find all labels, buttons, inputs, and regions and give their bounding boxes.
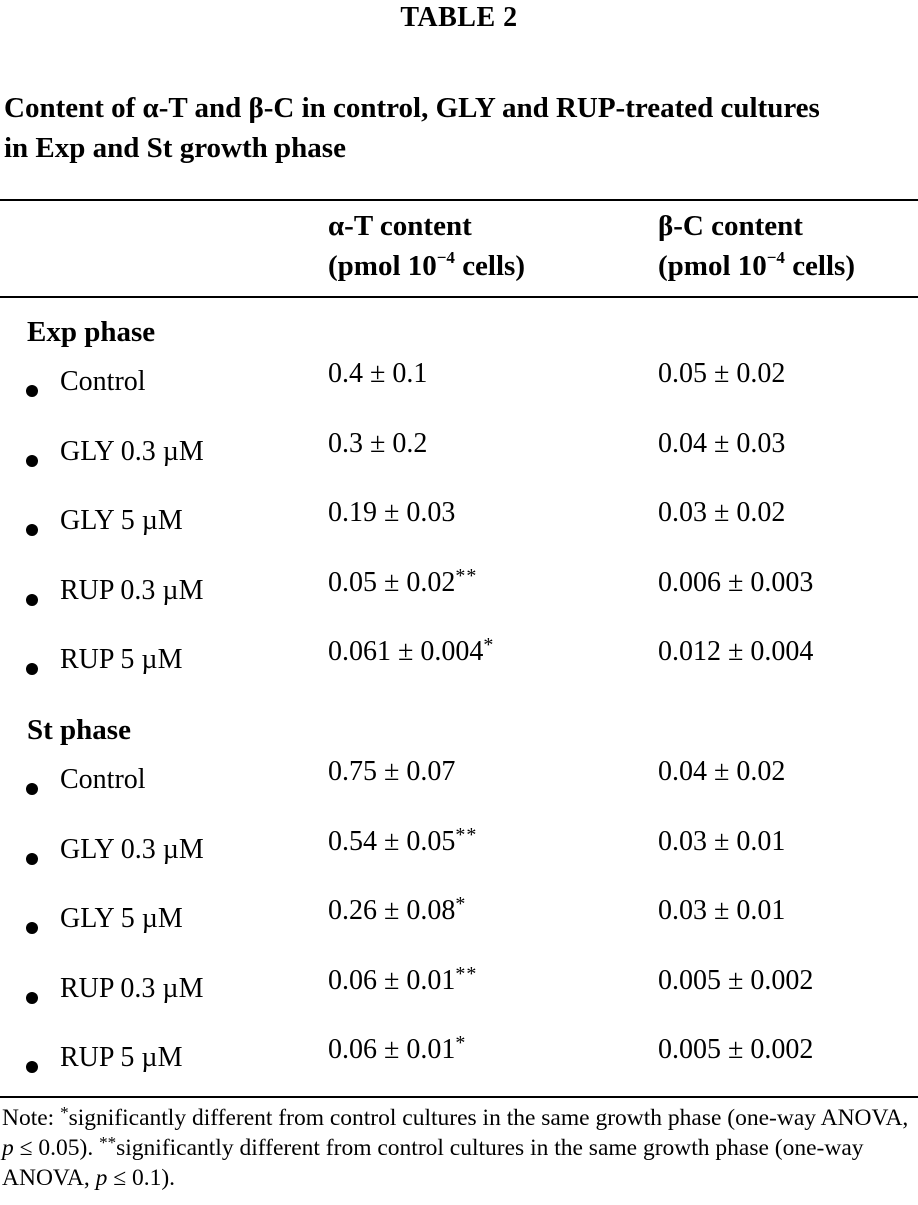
table-row — [0, 427, 918, 476]
caption-line-2: in Exp and St growth phase — [4, 132, 346, 164]
significance-marker: * — [455, 893, 467, 915]
alpha-t-value-cell — [328, 497, 455, 529]
significance-marker: ** — [455, 564, 478, 587]
beta-c-value: 0.005 ± 0.002 — [658, 964, 814, 996]
note-condition-2: ≤ 0.1). — [107, 1165, 176, 1191]
row-label: GLY 0.3 µM — [60, 833, 204, 865]
bullet-icon — [26, 853, 38, 865]
table-row — [0, 497, 918, 545]
note-double-star: ** — [99, 1133, 117, 1152]
beta-c-value: 0.005 ± 0.002 — [658, 1034, 814, 1065]
table-row — [0, 962, 918, 1013]
section-header: Exp phase — [27, 316, 156, 348]
row-label: RUP 5 µM — [60, 644, 183, 675]
column-header-beta-c-exponent: −4 — [766, 248, 785, 267]
table-row — [0, 823, 918, 874]
alpha-t-value: 0.06 ± 0.01 — [328, 1034, 456, 1065]
alpha-t-value: 0.19 ± 0.03 — [328, 497, 456, 528]
row-label: Control — [60, 366, 146, 397]
beta-c-value: 0.04 ± 0.03 — [658, 427, 786, 459]
beta-c-value: 0.03 ± 0.01 — [658, 825, 786, 857]
note-text-1: significantly different from control cultures in the same growth phase (one-way ANOVA, — [68, 1105, 909, 1131]
note-single-star: * — [60, 1103, 69, 1122]
note-prefix: Note: — [2, 1105, 61, 1131]
alpha-t-value: 0.4 ± 0.1 — [328, 358, 428, 389]
column-header-beta-c-line1: β-C content — [658, 210, 803, 242]
row-label: GLY 5 µM — [60, 903, 183, 934]
alpha-t-value-cell — [328, 962, 478, 997]
row-label: GLY 5 µM — [60, 505, 183, 536]
bullet-icon — [26, 1061, 38, 1073]
row-label: GLY 0.3 µM — [60, 435, 204, 467]
alpha-t-value: 0.26 ± 0.08 — [328, 895, 456, 926]
column-header-alpha-t — [328, 206, 525, 286]
section-header: St phase — [27, 714, 131, 746]
beta-c-value: 0.012 ± 0.004 — [658, 636, 814, 667]
beta-c-value: 0.03 ± 0.02 — [658, 497, 786, 528]
column-header-alpha-t-exponent: −4 — [436, 248, 455, 267]
alpha-t-value-cell — [328, 358, 427, 390]
table-row — [0, 634, 918, 684]
table-row — [0, 1032, 918, 1082]
bullet-icon — [26, 594, 38, 606]
bullet-icon — [26, 663, 38, 675]
alpha-t-value-cell — [328, 823, 478, 858]
alpha-t-value: 0.06 ± 0.01 — [328, 964, 456, 996]
alpha-t-value-cell — [328, 564, 478, 599]
note-p-symbol-1: p — [2, 1135, 14, 1161]
significance-marker: * — [455, 1032, 467, 1054]
bullet-icon — [26, 455, 38, 467]
table-row — [0, 756, 918, 804]
alpha-t-value-cell — [328, 636, 494, 668]
column-header-alpha-t-line1: α-T content — [328, 210, 472, 242]
bottom-rule — [0, 1096, 918, 1098]
bullet-icon — [26, 385, 38, 397]
column-header-beta-c — [658, 206, 855, 286]
alpha-t-value-cell — [328, 1034, 466, 1066]
row-label: RUP 0.3 µM — [60, 972, 204, 1004]
column-header-alpha-t-line2 — [328, 246, 525, 286]
alpha-t-value-cell — [328, 756, 455, 788]
beta-c-value: 0.03 ± 0.01 — [658, 895, 786, 926]
column-header-alpha-t-unit-suffix: cells) — [454, 250, 525, 282]
alpha-t-value-cell — [328, 428, 427, 460]
bullet-icon — [26, 524, 38, 536]
beta-c-value: 0.05 ± 0.02 — [658, 358, 786, 389]
row-label: Control — [60, 764, 146, 795]
alpha-t-value: 0.061 ± 0.004 — [328, 636, 484, 667]
column-header-beta-c-unit: (pmol 10 — [658, 250, 767, 282]
column-header-beta-c-unit-suffix: cells) — [784, 250, 855, 282]
column-header-beta-c-line2 — [658, 246, 855, 286]
header-rule — [0, 296, 918, 298]
row-label: RUP 0.3 µM — [60, 574, 204, 606]
table-label: TABLE 2 — [400, 2, 518, 33]
table-row — [0, 358, 918, 406]
row-label: RUP 5 µM — [60, 1042, 183, 1073]
table-note — [2, 1103, 918, 1193]
alpha-t-value: 0.54 ± 0.05 — [328, 825, 456, 857]
bullet-icon — [26, 922, 38, 934]
beta-c-value: 0.006 ± 0.003 — [658, 566, 814, 598]
beta-c-value: 0.04 ± 0.02 — [658, 756, 786, 787]
table-row — [0, 893, 918, 943]
significance-marker: * — [483, 634, 495, 656]
note-text-2: significantly different from control cultures in the same growth phase (one-way ANOVA, — [2, 1135, 864, 1191]
note-p-symbol-2: p — [95, 1165, 108, 1191]
alpha-t-value: 0.3 ± 0.2 — [328, 427, 428, 459]
caption-line-1: Content of α-T and β-C in control, GLY and RUP-treated cultures — [4, 92, 820, 124]
top-rule — [0, 199, 918, 201]
significance-marker: ** — [455, 823, 478, 846]
alpha-t-value-cell — [328, 895, 466, 927]
table-caption — [4, 88, 918, 168]
note-condition-1: ≤ 0.05). — [13, 1135, 100, 1161]
alpha-t-value: 0.05 ± 0.02 — [328, 566, 456, 598]
bullet-icon — [26, 783, 38, 795]
column-header-alpha-t-unit: (pmol 10 — [328, 250, 437, 282]
bullet-icon — [26, 992, 38, 1004]
significance-marker: ** — [455, 962, 478, 985]
table-row — [0, 564, 918, 615]
alpha-t-value: 0.75 ± 0.07 — [328, 756, 456, 787]
